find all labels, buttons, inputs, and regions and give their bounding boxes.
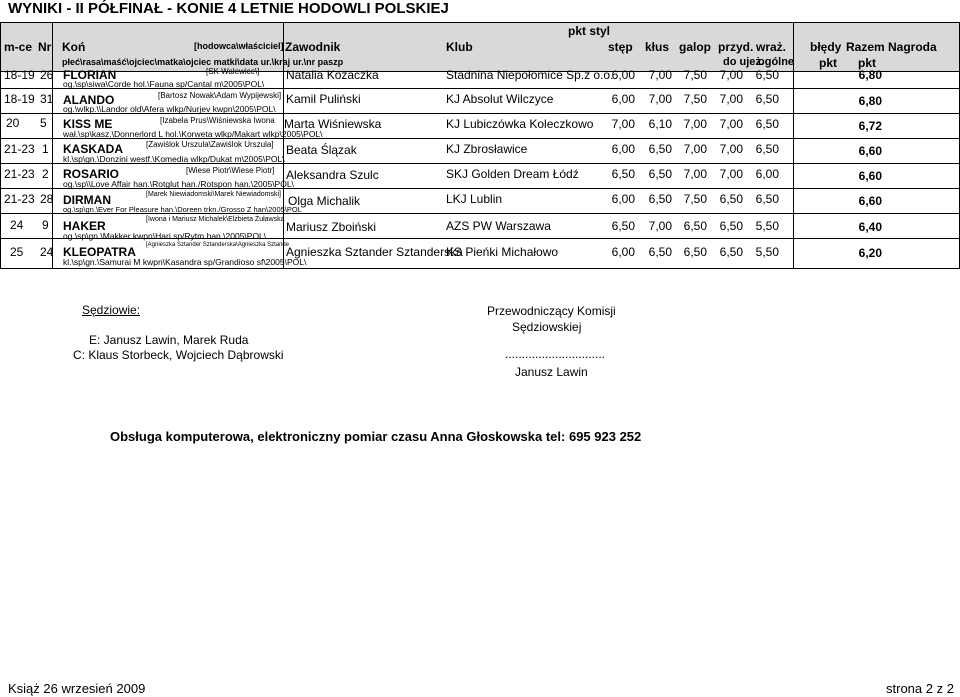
score-przyd: 7,00	[719, 167, 743, 181]
score-klus: 6,50	[648, 192, 672, 206]
row-mce: 18-19	[4, 68, 35, 82]
header-pkt-styl: pkt styl	[568, 24, 611, 38]
row-details: og.\wlkp.\\Landor old\Afera wlkp/Nurjev kwpn\2005\POL\	[63, 104, 276, 114]
header-hodowca: [hodowca\właściciel]	[194, 41, 284, 51]
row-total: 6,80	[858, 68, 882, 82]
header-razem: Razem	[846, 40, 885, 54]
row-rider: Agnieszka Sztander Sztanderska	[286, 245, 463, 259]
row-owner: [Marek Niewiadomski\Marek Niewiadomski]	[146, 191, 281, 198]
timing-credit: Obsługa komputerowa, elektroniczny pomiar czasu Anna Głoskowska tel: 695 923 252	[110, 429, 642, 444]
row-details: og.\sp\gn.\Ever For Pleasure han.\Doreen trkn./Grosso Z han\2005\POL	[63, 205, 302, 214]
header-step: stęp	[608, 40, 633, 54]
header-galop: galop	[679, 40, 711, 54]
row-rider: Aleksandra Szulc	[286, 168, 379, 182]
score-galop: 7,50	[683, 68, 707, 82]
row-horse: ROSARIO	[63, 167, 120, 181]
row-owner: [Wiese Piotr\Wiese Piotr]	[186, 166, 275, 175]
score-klus: 6,50	[648, 167, 672, 181]
row-nr: 31	[40, 92, 54, 106]
score-przyd: 7,00	[719, 142, 743, 156]
score-wraz: 6,50	[755, 92, 779, 106]
score-wraz: 5,50	[755, 245, 779, 259]
header-do-ujezd: do ujeż.	[723, 56, 764, 68]
row-owner: [Iwona i Mariusz Michalek\Elżbieta Żuławska	[146, 216, 285, 223]
score-wraz: 6,00	[755, 167, 779, 181]
header-pkt: pkt	[819, 56, 837, 70]
row-horse: KISS ME	[63, 117, 113, 131]
row-rider: Beata Ślązak	[286, 143, 357, 157]
row-details: kl.\sp\gn.\Donzini westf.\Komedia wlkp/Dukat m\2005\POL\	[63, 154, 285, 164]
score-klus: 6,10	[648, 117, 672, 131]
score-wraz: 6,50	[755, 142, 779, 156]
col-rule	[52, 22, 53, 269]
score-step: 6,00	[611, 68, 635, 82]
row-total: 6,72	[858, 119, 882, 133]
row-details: kl.\sp\gn.\Samurai M kwpn\Kasandra sp/Grandioso sf\2005\POL\	[63, 257, 307, 267]
score-przyd: 7,00	[719, 92, 743, 106]
row-nr: 9	[42, 218, 49, 232]
row-mce: 25	[10, 245, 24, 259]
score-wraz: 5,50	[755, 219, 779, 233]
row-horse: HAKER	[63, 219, 106, 233]
footer-date: Książ 26 wrzesień 2009	[8, 681, 146, 696]
row-mce: 21-23	[4, 142, 35, 156]
row-rider: Mariusz Zboiński	[286, 220, 377, 234]
header-top-border	[0, 22, 960, 23]
row-horse: KLEOPATRA	[63, 245, 136, 259]
header-klus: kłus	[645, 40, 670, 54]
score-galop: 7,50	[683, 92, 707, 106]
row-nr: 1	[42, 142, 49, 156]
row-total: 6,60	[858, 194, 882, 208]
row-rider: Marta Wiśniewska	[284, 117, 382, 131]
score-step: 6,50	[611, 219, 635, 233]
score-przyd: 7,00	[719, 68, 743, 82]
row-club: AZS PW Warszawa	[446, 219, 551, 233]
table-bottom-border	[0, 268, 960, 269]
score-przyd: 6,50	[719, 245, 743, 259]
row-rider: Kamil Puliński	[286, 92, 361, 106]
score-wraz: 6,50	[755, 192, 779, 206]
committee-name: Janusz Lawin	[515, 365, 588, 379]
row-rider: Natalia Kozaczka	[286, 68, 379, 82]
header-przyd: przyd.	[718, 40, 754, 54]
row-nr: 5	[40, 116, 47, 130]
row-horse: DIRMAN	[63, 193, 111, 207]
row-details: og.\sp\siwa\Corde hol.\Fauna sp/Cantal m\2005\POL\	[63, 79, 265, 89]
judges-label: Sędziowie:	[82, 303, 141, 317]
row-owner: [Agnieszka Sztander Sztanderska\Agnieszka Sztande	[146, 242, 290, 248]
col-rule	[0, 22, 1, 269]
score-przyd: 7,00	[719, 117, 743, 131]
row-details: og.\sp\\Love Affair han.\Rotglut han./Rotspon han.\2005\POL\	[63, 179, 294, 189]
header-ogolne: ogólne	[758, 56, 795, 68]
row-nr: 24	[40, 245, 54, 259]
score-step: 6,00	[611, 192, 635, 206]
row-owner: [Izabela Prus\Wiśniewska Iwona	[160, 116, 275, 125]
page-title: WYNIKI - II PÓŁFINAŁ - KONIE 4 LETNIE HODOWLI POLSKIEJ	[8, 0, 449, 17]
row-nr: 2	[42, 167, 49, 181]
header-wraz: wraż.	[756, 40, 787, 54]
score-galop: 7,50	[683, 192, 707, 206]
row-horse: ALANDO	[63, 93, 115, 107]
committee-signature-dots: ..............................	[505, 347, 606, 361]
row-nr: 28	[40, 192, 54, 206]
committee-title: Przewodniczący Komisji	[487, 304, 616, 318]
score-przyd: 6,50	[719, 192, 743, 206]
row-details: wał.\sp\kasz.\Donnerlord L hol.\Korweta wlkp/Makart wlkp\2005\POL\	[63, 129, 323, 139]
header-nr: Nr	[38, 40, 52, 54]
header-bledy: błędy	[810, 40, 842, 54]
row-club: KJ Zbrosławice	[446, 142, 528, 156]
score-wraz: 6,50	[755, 117, 779, 131]
row-rider: Olga Michalik	[288, 194, 361, 208]
row-mce: 24	[10, 218, 24, 232]
row-total: 6,60	[858, 169, 882, 183]
score-galop: 6,50	[683, 219, 707, 233]
score-klus: 7,00	[648, 68, 672, 82]
score-klus: 7,00	[648, 92, 672, 106]
header-m-ce: m-ce	[4, 40, 33, 54]
row-mce: 18-19	[4, 92, 35, 106]
row-owner: [SK Walewice\]	[206, 67, 260, 76]
score-step: 6,00	[611, 245, 635, 259]
row-total: 6,20	[858, 246, 882, 260]
score-galop: 7,00	[683, 117, 707, 131]
score-galop: 7,00	[683, 167, 707, 181]
score-klus: 7,00	[648, 219, 672, 233]
row-total: 6,80	[858, 94, 882, 108]
row-total: 6,60	[858, 144, 882, 158]
score-galop: 7,00	[683, 142, 707, 156]
row-horse: FLORIAN	[63, 68, 117, 82]
row-horse: KASKADA	[63, 142, 123, 156]
judges-e: E: Janusz Lawin, Marek Ruda	[89, 333, 249, 347]
row-owner: [Bartosz Nowak\Adam Wypijewski]	[158, 91, 282, 100]
header-zawodnik: Zawodnik	[285, 40, 341, 54]
row-mce: 21-23	[4, 192, 35, 206]
row-club: LKJ Lublin	[446, 192, 503, 206]
row-owner: [Zawiślok Urszula\Zawiślok Urszula]	[146, 140, 274, 149]
row-club: KJ Absolut Wilczyce	[446, 92, 554, 106]
score-klus: 6,50	[648, 245, 672, 259]
row-total: 6,40	[858, 220, 882, 234]
score-step: 6,00	[611, 92, 635, 106]
score-wraz: 6,50	[755, 68, 779, 82]
score-step: 7,00	[611, 117, 635, 131]
row-club: Stadnina Niepołomice Sp.z o.o.	[446, 68, 614, 82]
header-kon: Koń	[62, 40, 86, 54]
score-galop: 6,50	[683, 245, 707, 259]
footer-page-number: strona 2 z 2	[886, 681, 954, 696]
score-step: 6,50	[611, 167, 635, 181]
row-nr: 26	[40, 68, 54, 82]
judges-c: C: Klaus Storbeck, Wojciech Dąbrowski	[73, 348, 284, 362]
score-step: 6,00	[611, 142, 635, 156]
row-details: og.\sp\gn.\Makker kwpn\Hari sp/Rytm han.\2005\POL\	[63, 231, 267, 241]
committee-subtitle: Sędziowskiej	[512, 320, 582, 334]
row-mce: 21-23	[4, 167, 35, 181]
score-klus: 6,50	[648, 142, 672, 156]
header-nagroda: Nagroda	[888, 40, 937, 54]
row-club: KJ Lubiczówka Koleczkowo	[446, 117, 594, 131]
row-club: KS Pieńki Michałowo	[446, 245, 559, 259]
row-club: SKJ Golden Dream Łódź	[446, 167, 579, 181]
row-mce: 20	[6, 116, 20, 130]
header-klub: Klub	[446, 40, 473, 54]
score-przyd: 6,50	[719, 219, 743, 233]
header-pkt-razem: pkt	[858, 56, 876, 70]
header-plec-line: płeć\rasa\maść\ojciec\matka\ojciec matki\data ur.\kraj ur.\nr paszp	[62, 57, 344, 67]
